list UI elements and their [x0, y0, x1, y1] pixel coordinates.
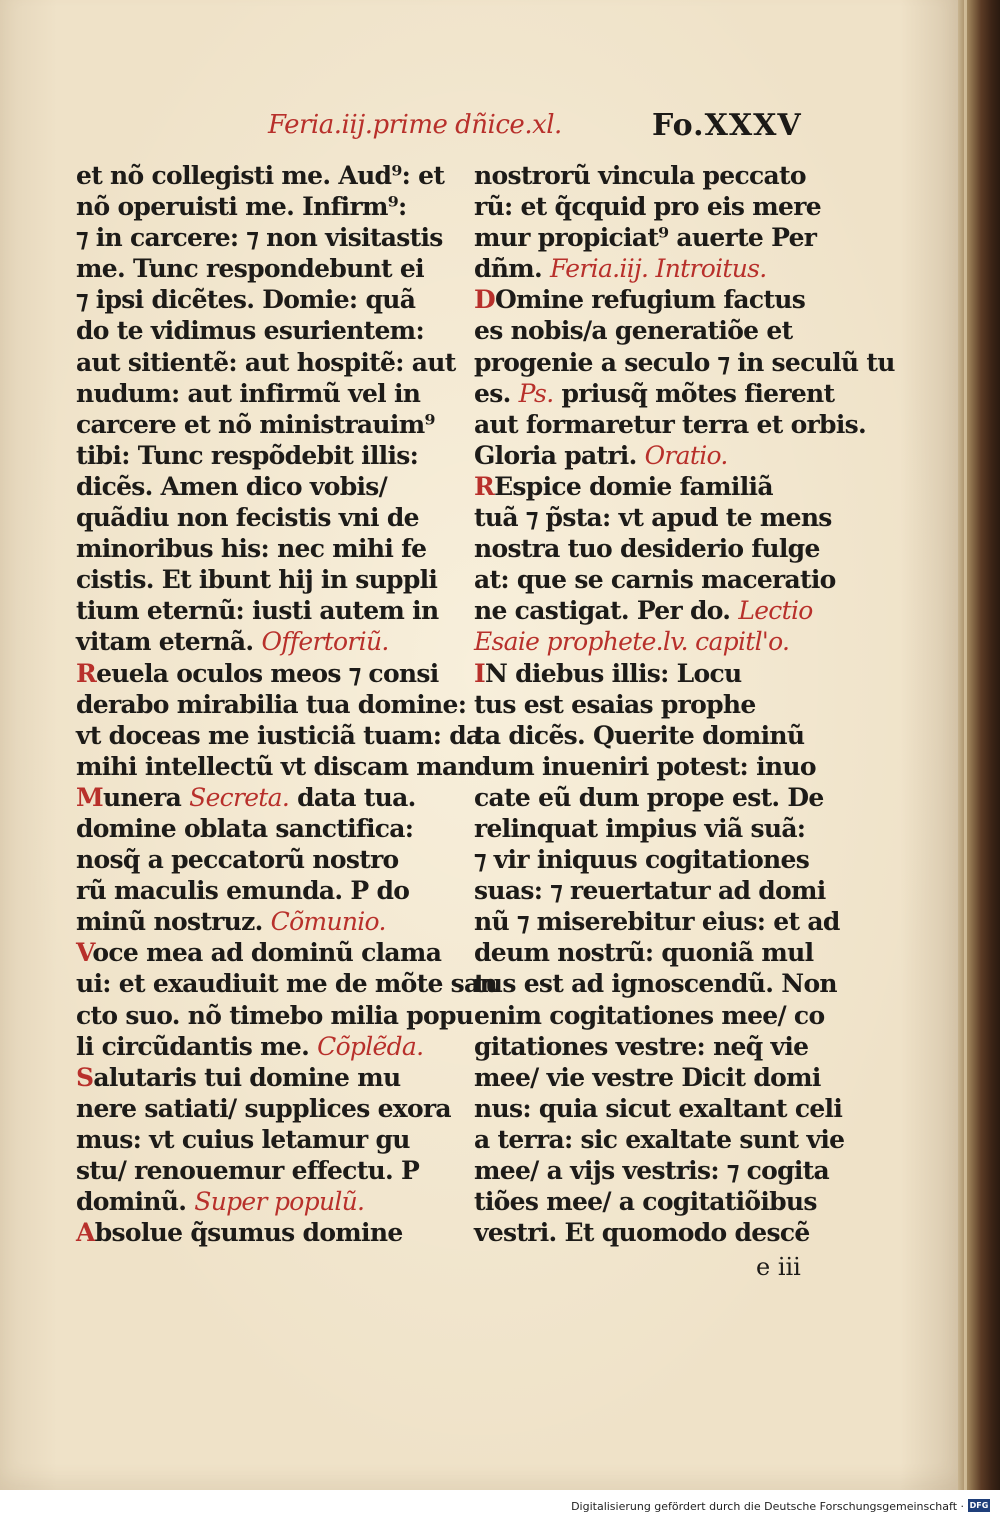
- text-line: cistis. Et ibunt hij in suppli: [76, 565, 438, 595]
- text-line: [474, 378, 834, 409]
- text-line: [76, 658, 439, 689]
- text-line: rũ maculis emunda. P do: [76, 876, 410, 906]
- text-line: mee/ a vijs vestris: ⁊ cogita: [474, 1156, 830, 1185]
- rubric-psalm: Ps.: [518, 378, 554, 408]
- text-fragment: Gloria patri.: [474, 440, 637, 470]
- text-fragment: data tua.: [297, 782, 416, 812]
- initial-letter: R: [474, 471, 495, 501]
- text-line: mihi intellectũ vt discam man: [76, 751, 475, 781]
- text-fragment: dñm.: [474, 254, 543, 284]
- rubric-secreta: Secreta.: [189, 782, 290, 812]
- text-line: quãdiu non fecistis vni de: [76, 503, 419, 533]
- signature-mark: e iii: [756, 1253, 801, 1281]
- text-line: a terra: sic exaltate sunt vie: [474, 1124, 845, 1154]
- rubric-introitus: Feria.iij. Introitus.: [550, 254, 767, 284]
- initial-letter: R: [76, 658, 97, 688]
- rubric-super-populum: Super populũ.: [194, 1187, 365, 1217]
- text-line: ⁊ in carcere: ⁊ non visitastis: [76, 223, 443, 253]
- text-line: relinquat impius viã suã:: [474, 813, 806, 843]
- text-line: nudum: aut infirmũ vel in: [76, 378, 421, 408]
- text-line: cate eũ dum prope est. De: [474, 782, 824, 812]
- text-fragment: vitam eternã.: [76, 627, 254, 657]
- text-line: [474, 440, 834, 471]
- text-line: rũ: et q̃cquid pro eis mere: [474, 192, 821, 222]
- text-fragment: es.: [474, 378, 511, 408]
- text-line: [76, 906, 436, 937]
- text-line: nostra tuo desiderio fulge: [474, 534, 820, 564]
- text-line: at: que se carnis maceratio: [474, 565, 836, 595]
- text-fragment: Espice domie familiã: [494, 471, 773, 501]
- text-line: tus est esaias prophe: [474, 689, 756, 719]
- text-line: vt doceas me iusticiã tuam: da: [76, 720, 482, 750]
- book-edge: [958, 0, 1000, 1490]
- text-fragment: euela oculos meos ⁊ consi: [96, 658, 439, 688]
- right-column: [474, 160, 895, 1248]
- text-line: ui: et exaudiuit me de mõte san: [76, 969, 498, 999]
- text-fragment: dominũ.: [76, 1187, 187, 1217]
- text-line: dum inueniri potest: inuo: [474, 751, 816, 781]
- text-line: cto suo. nõ timebo milia popu: [76, 1000, 474, 1030]
- text-line: tium eternũ: iusti autem in: [76, 596, 439, 626]
- text-line: nus: quia sicut exaltant celi: [474, 1093, 843, 1123]
- initial-letter: S: [76, 1062, 94, 1092]
- rubric-communio: Cõmunio.: [270, 907, 386, 937]
- text-line: [76, 1217, 436, 1248]
- text-fragment: bsolue q̃sumus domine: [94, 1218, 403, 1248]
- text-line: dicẽs. Amen dico vobis/: [76, 471, 388, 501]
- text-line: nere satiati/ supplices exora: [76, 1093, 451, 1123]
- text-fragment: Omine refugium factus: [494, 285, 806, 315]
- text-line: domine oblata sanctifica:: [76, 813, 414, 843]
- text-line: carcere et nõ ministrauim⁹: [76, 409, 435, 439]
- text-line: [474, 253, 834, 284]
- folio-number: Fo.XXXV: [652, 108, 802, 143]
- left-column: [76, 160, 498, 1248]
- text-line: [474, 595, 834, 626]
- text-line: et nõ collegisti me. Aud⁹: et: [76, 161, 445, 190]
- text-line: [474, 626, 834, 657]
- initial-letter: M: [76, 782, 103, 812]
- text-line: aut sitientẽ: aut hospitẽ: aut: [76, 347, 456, 377]
- text-line: aut formaretur terra et orbis.: [474, 409, 867, 439]
- text-line: me. Tunc respondebunt ei: [76, 254, 424, 284]
- text-line: progenie a seculo ⁊ in seculũ tu: [474, 347, 895, 377]
- text-line: mus: vt cuius letamur gu: [76, 1124, 410, 1154]
- initial-letter: A: [76, 1218, 95, 1248]
- text-fragment: oce mea ad dominũ clama: [92, 938, 442, 968]
- text-line: vestri. Et quomodo descẽ: [474, 1218, 810, 1248]
- rubric-complenda: Cõplẽda.: [317, 1031, 424, 1061]
- text-line: derabo mirabilia tua domine:: [76, 689, 467, 719]
- text-line: [76, 1062, 436, 1093]
- text-line: [76, 937, 442, 968]
- running-title: Feria.iij.prime dñice.xl.: [268, 110, 562, 140]
- text-line: [76, 1031, 436, 1062]
- text-fragment: minũ nostruz.: [76, 907, 263, 937]
- text-line: ta dicẽs. Querite dominũ: [474, 720, 805, 750]
- text-line: enim cogitationes mee/ co: [474, 1000, 825, 1030]
- text-line: mee/ vie vestre Dicit domi: [474, 1062, 821, 1092]
- text-line: ⁊ ipsi dicẽtes. Domie: quã: [76, 285, 416, 315]
- rubric-lectio: Lectio: [738, 596, 813, 626]
- text-fragment: alutaris tui domine mu: [93, 1062, 401, 1092]
- dfg-logo-icon: DFG: [969, 1501, 989, 1510]
- text-fragment: N diebus illis: Locu: [485, 658, 742, 688]
- text-line: nostrorũ vincula peccato: [474, 161, 806, 190]
- rubric-oratio: Oratio.: [644, 440, 728, 470]
- initial-letter: D: [474, 285, 495, 315]
- text-fragment: ne castigat. Per do.: [474, 596, 731, 626]
- rubric-offertorium: Offertoriũ.: [261, 627, 389, 657]
- footer-credit: Digitalisierung gefördert durch die Deutsche Forschungsgemeinschaft ·: [571, 1500, 964, 1513]
- text-line: do te vidimus esurientem:: [76, 316, 424, 346]
- text-line: es nobis/a generatiõe et: [474, 316, 793, 346]
- rubric-esaie: Esaie prophete.lv. capitl'o.: [474, 627, 790, 657]
- text-line: [474, 658, 834, 689]
- text-line: gitationes vestre: neq̃ vie: [474, 1031, 809, 1061]
- text-line: [76, 626, 436, 657]
- text-line: nũ ⁊ miserebitur eius: et ad: [474, 907, 840, 937]
- text-line: stu/ renouemur effectu. P: [76, 1156, 420, 1185]
- text-line: tus est ad ignoscendũ. Non: [474, 969, 837, 999]
- text-line: tibi: Tunc respõdebit illis:: [76, 440, 419, 470]
- text-line: suas: ⁊ reuertatur ad domi: [474, 876, 826, 906]
- text-line: mur propiciat⁹ auerte Per: [474, 223, 817, 253]
- text-line: deum nostrũ: quoniã mul: [474, 938, 814, 968]
- initial-letter: V: [76, 938, 93, 968]
- initial-letter: I: [474, 658, 485, 688]
- text-fragment: priusq̃ mõtes fierent: [561, 378, 835, 408]
- text-line: minoribus his: nec mihi fe: [76, 534, 427, 564]
- text-line: [474, 471, 834, 502]
- text-line: tuã ⁊ p̃sta: vt apud te mens: [474, 503, 832, 533]
- text-fragment: li circũdantis me.: [76, 1031, 310, 1061]
- text-line: [76, 1186, 436, 1217]
- text-line: ⁊ vir iniquus cogitationes: [474, 845, 810, 875]
- text-line: nõ operuisti me. Infirm⁹:: [76, 192, 407, 222]
- text-fragment: unera: [102, 782, 182, 812]
- text-line: tiões mee/ a cogitatiõibus: [474, 1187, 817, 1217]
- text-line: nosq̃ a peccatorũ nostro: [76, 845, 399, 875]
- text-line: [76, 782, 436, 813]
- text-line: [474, 284, 834, 315]
